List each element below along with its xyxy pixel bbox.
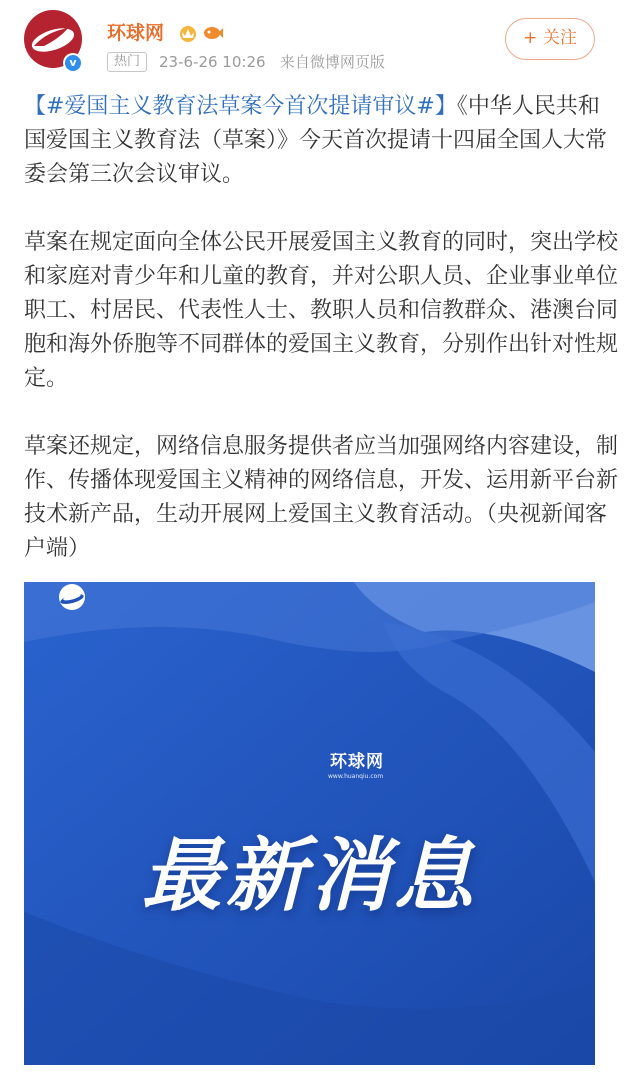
crown-badge-icon[interactable] <box>178 23 198 43</box>
post-body <box>24 90 620 566</box>
post-source: 来自微博网页版 <box>279 53 385 71</box>
follow-button[interactable]: + 关注 <box>505 18 595 60</box>
image-logo-url: www.huanqiu.com <box>328 773 384 780</box>
image-logo-text: 环球网 <box>330 752 384 772</box>
post-paragraph-2: 草案在规定面向全体公民开展爱国主义教育的同时，突出学校和家庭对青少年和儿童的教育，并对公职人员、企业事业单位职工、村居民、代表性人士、教职人员和信教群众、港澳台同胞和海外侨胞等不同群体的爱国主义教育，分别作出针对性规定。 <box>24 230 619 391</box>
topic-link[interactable]: 【#爱国主义教育法草案今首次提请审议#】 <box>24 94 457 119</box>
fish-badge-icon[interactable] <box>202 23 224 43</box>
timestamp: 23-6-26 10:26 <box>159 53 266 71</box>
post-image[interactable] <box>24 582 595 1065</box>
post-paragraph-1 <box>24 90 620 192</box>
huanqiu-logo-icon <box>24 582 124 612</box>
image-background <box>24 582 595 1065</box>
username[interactable]: 环球网 <box>107 22 165 44</box>
post-meta <box>159 52 385 72</box>
post-header <box>0 0 640 84</box>
post-paragraph-3: 草案还规定，网络信息服务提供者应当加强网络内容建设，制作、传播体现爱国主义精神的网络信息，开发、运用新平台新技术新产品，生动开展网上爱国主义教育活动。（央视新闻客户端） <box>24 434 619 561</box>
image-headline: 最新消息 <box>141 829 478 922</box>
verified-badge-icon: v <box>63 53 83 73</box>
post-text-1: 《中华人民共和国爱国主义教育法（草案）》今天首次提请十四届全国人大常委会第三次会议审议。 <box>24 94 608 187</box>
hot-tag: 热门 <box>107 52 147 72</box>
